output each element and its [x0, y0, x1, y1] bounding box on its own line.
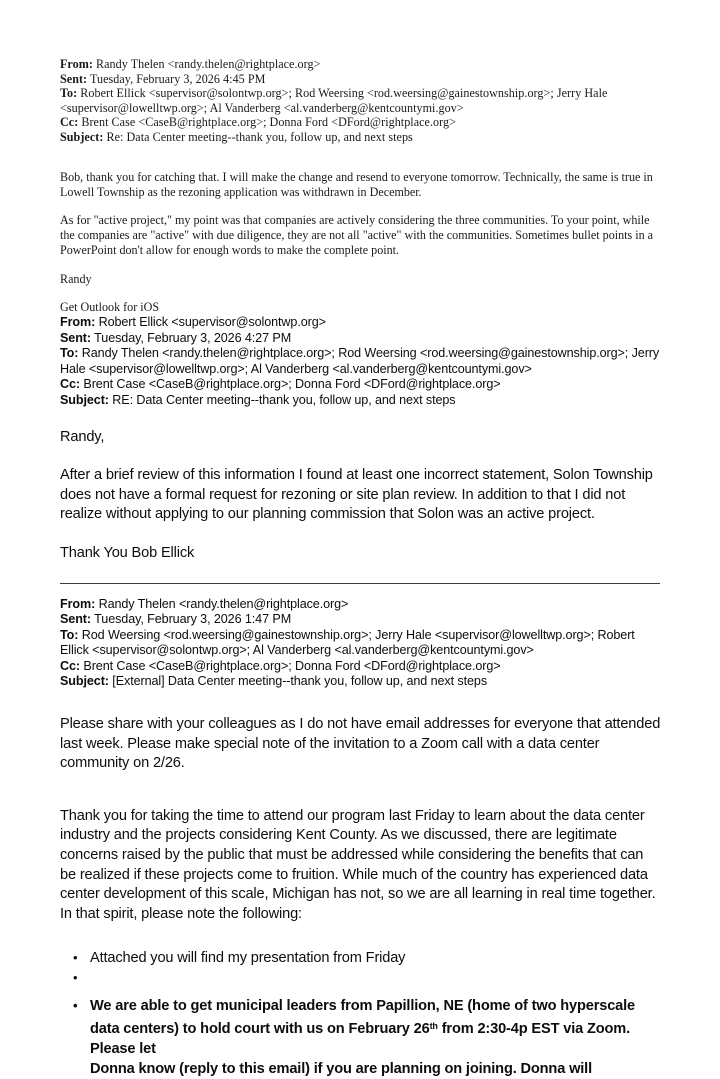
- email-2-signature: Thank You Bob Ellick: [60, 544, 195, 561]
- email-2-sent-label: Sent:: [60, 330, 91, 345]
- email-1-cc-row: [60, 115, 662, 130]
- email-3-sent-row: [60, 612, 662, 628]
- email-1-paragraph-2: As for "active project," my point was that companies are actively considering the three communities. To your point, while the companies are "active" with due diligence, they are not all "active" with the communities. Sometimes bullet points in a PowerPoint don't allow for enough words to make the complete point.: [60, 212, 654, 258]
- email-1-cc-label: Cc:: [60, 115, 79, 130]
- email-1-sent-value: Tuesday, February 3, 2026 4:45 PM: [89, 71, 266, 86]
- document-content: [60, 57, 662, 1077]
- spacer: [60, 564, 662, 583]
- email-3-to-value: Rod Weersing <rod.weersing@gainestownship.org>; Jerry Hale <supervisor@lowelltwp.org>; Robert Ellick <supervisor@solontwp.org>; Al Vanderberg <al.vanderberg@kentcountymi.gov>: [60, 627, 635, 658]
- spacer: [60, 924, 662, 949]
- email-2-from-label: From:: [60, 314, 96, 329]
- email-3-from-label: From:: [60, 596, 96, 611]
- clipped-bottom-line: Donna know (reply to this email) if you are planning on joining. Donna will: [90, 1060, 592, 1077]
- email-1-paragraph-1: Bob, thank you for catching that. I will make the change and resend to everyone tomorrow. Technically, the same is true in Lowell Township as the rezoning application was withdrawn in December.: [60, 169, 653, 199]
- email-2-to-label: To:: [60, 346, 79, 361]
- email-1-sent-label: Sent:: [60, 71, 88, 86]
- email-2-paragraph-1: After a brief review of this information I found at least one incorrect statement, Solon Township does not have a formal request for rezoning or site plan review. In addition to that I did not realize without applying to our planning commission that Solon was an active project.: [60, 467, 653, 523]
- spacer: [60, 774, 662, 807]
- spacer: [60, 409, 662, 428]
- email-1-from-label: From:: [60, 57, 93, 71]
- bullet-2-text-b: from 2:30-4p EST via Zoom. Please let: [90, 1021, 631, 1057]
- bullet-2-text-a: We are able to get municipal leaders from Papillion, NE (home of two hyperscale data centers) to hold court with us on February 26: [90, 998, 636, 1038]
- email-1-from-value: Randy Thelen <randy.thelen@rightplace.org>: [96, 57, 321, 71]
- email-2-subject-row: [60, 393, 662, 409]
- email-1-subject-value: Re: Data Center meeting--thank you, follow up, and next steps: [106, 129, 413, 144]
- ordinal-suffix: th: [429, 1021, 438, 1032]
- spacer: [60, 259, 662, 272]
- email-3-from-value: Randy Thelen <randy.thelen@rightplace.org>: [98, 596, 349, 611]
- list-item: [60, 997, 662, 1059]
- email-3-to-label: To:: [60, 627, 79, 642]
- email-1-to-value: Robert Ellick <supervisor@solontwp.org>; Rod Weersing <rod.weersing@gainestownship.org>; Jerry Hale <supervisor@lowelltwp.org>; Al Vanderberg <al.vanderberg@kentcountymi.gov>: [60, 86, 608, 115]
- email-2-from-value: Robert Ellick <supervisor@solontwp.org>: [98, 314, 326, 329]
- email-1-from-row: [60, 57, 662, 72]
- email-header-2: [60, 315, 662, 409]
- email-2-cc-row: [60, 377, 662, 393]
- email-3-paragraph-2: Thank you for taking the time to attend our program last Friday to learn about the data center industry and the projects considering Kent County. As we discussed, there are legitimate concerns raised by the public that must be addressed while considering the benefits that can be realized if these projects come to fruition. While much of the country has experienced data center development of this scale, Michigan has not, so we are all learning in real time together. In that spirit, please note the following:: [60, 807, 656, 922]
- email-2-from-row: [60, 315, 662, 331]
- spacer: [60, 690, 662, 715]
- email-2-cc-label: Cc:: [60, 377, 80, 392]
- email-3-from-row: [60, 597, 662, 613]
- email-3-bullet-list: [60, 949, 662, 1059]
- email-1-to-row: [60, 86, 662, 115]
- list-item: • Attached you will find my presentation from Friday: [60, 949, 662, 969]
- email-3-subject-label: Subject:: [60, 674, 109, 689]
- email-2-subject-value: RE: Data Center meeting--thank you, follow up, and next steps: [112, 392, 456, 407]
- email-3-cc-row: [60, 659, 662, 675]
- email-3-paragraph-1: Please share with your colleagues as I do not have email addresses for everyone that attended last week. Please make special note of the invitation to a Zoom call with a data center community on 2/26.: [60, 716, 661, 772]
- email-3-cc-value: Brent Case <CaseB@rightplace.org>; Donna Ford <DFord@rightplace.org>: [83, 658, 501, 673]
- email-3-subject-row: [60, 674, 662, 690]
- email-header-3: [60, 597, 662, 691]
- email-2-to-value: Randy Thelen <randy.thelen@rightplace.org>; Rod Weersing <rod.weersing@gainestownship.org>; Jerry Hale <supervisor@lowelltwp.org>; Al Vanderberg <al.vanderberg@kentcountymi.gov>: [60, 346, 660, 376]
- email-2-to-row: [60, 346, 662, 377]
- email-1-sent-row: [60, 72, 662, 87]
- spacer: [60, 447, 662, 466]
- email-1-cc-value: Brent Case <CaseB@rightplace.org>; Donna Ford <DFord@rightplace.org>: [81, 115, 456, 130]
- email-2-salutation: Randy,: [60, 428, 105, 445]
- email-3-to-row: [60, 628, 662, 659]
- email-1-to-label: To:: [60, 86, 78, 101]
- email-3-sent-label: Sent:: [60, 612, 91, 627]
- spacer: [60, 584, 662, 597]
- email-2-sent-value: Tuesday, February 3, 2026 4:27 PM: [94, 330, 292, 345]
- email-2-cc-value: Brent Case <CaseB@rightplace.org>; Donna Ford <DFord@rightplace.org>: [83, 377, 501, 392]
- email-1-subject-row: [60, 130, 662, 145]
- email-3-cc-label: Cc:: [60, 658, 80, 673]
- email-3-subject-value: [External] Data Center meeting--thank you, follow up, and next steps: [112, 674, 488, 689]
- email-2-sent-row: [60, 331, 662, 347]
- spacer: [60, 145, 662, 170]
- email-1-signature: Randy: [60, 271, 92, 286]
- email-2-subject-label: Subject:: [60, 392, 109, 407]
- spacer: [60, 287, 662, 300]
- email-header-1: [60, 57, 662, 145]
- email-3-sent-value: Tuesday, February 3, 2026 1:47 PM: [94, 612, 292, 627]
- list-spacer: [60, 969, 662, 997]
- outlook-promo-note: Get Outlook for iOS: [60, 299, 160, 314]
- spacer: [60, 200, 662, 213]
- email-1-subject-label: Subject:: [60, 129, 104, 144]
- spacer: [60, 525, 662, 544]
